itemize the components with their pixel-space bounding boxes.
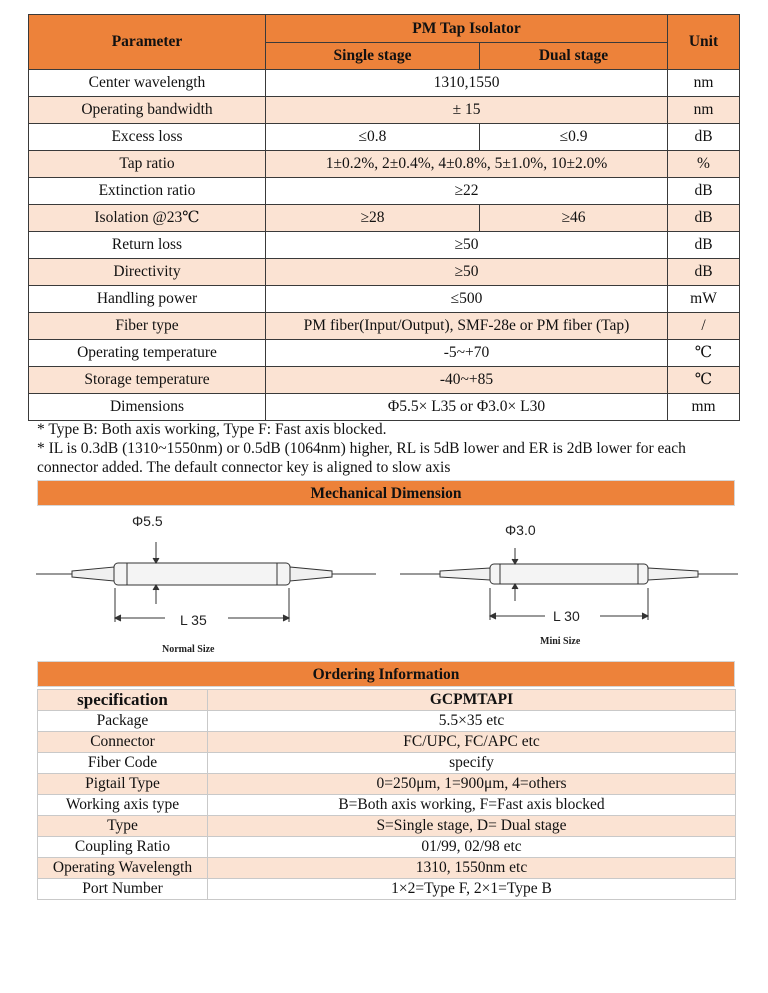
spec-row bbox=[29, 259, 740, 286]
param-cell: Operating bandwidth bbox=[29, 97, 266, 124]
ordering-row bbox=[38, 774, 736, 795]
param-cell: Excess loss bbox=[29, 124, 266, 151]
ordering-row bbox=[38, 711, 736, 732]
spec-row bbox=[29, 124, 740, 151]
ordering-value: B=Both axis working, F=Fast axis blocked bbox=[208, 795, 736, 816]
unit-header: Unit bbox=[668, 15, 740, 70]
ordering-table bbox=[37, 689, 736, 900]
ordering-label: Connector bbox=[38, 732, 208, 753]
ordering-row bbox=[38, 816, 736, 837]
param-cell: Storage temperature bbox=[29, 367, 266, 394]
value-cell: ≥50 bbox=[266, 232, 668, 259]
param-cell: Center wavelength bbox=[29, 70, 266, 97]
unit-cell: nm bbox=[668, 70, 740, 97]
note-type: * Type B: Both axis working, Type F: Fast axis blocked. bbox=[37, 421, 387, 438]
value-cell: -5~+70 bbox=[266, 340, 668, 367]
param-cell: Dimensions bbox=[29, 394, 266, 421]
unit-cell: dB bbox=[668, 259, 740, 286]
unit-cell: dB bbox=[668, 124, 740, 151]
unit-cell: dB bbox=[668, 178, 740, 205]
ordering-value: 1310, 1550nm etc bbox=[208, 858, 736, 879]
ordering-header-row bbox=[38, 690, 736, 711]
dual-stage-header: Dual stage bbox=[480, 43, 668, 70]
ordering-label: Port Number bbox=[38, 879, 208, 900]
spec-row bbox=[29, 286, 740, 313]
spec-row bbox=[29, 367, 740, 394]
spec-row bbox=[29, 394, 740, 421]
mini-diameter-label: Φ3.0 bbox=[505, 522, 536, 538]
notes bbox=[37, 420, 742, 477]
value-cell: PM fiber(Input/Output), SMF-28e or PM fiber (Tap) bbox=[266, 313, 668, 340]
ordering-information-title: Ordering Information bbox=[37, 661, 735, 687]
ordering-row bbox=[38, 879, 736, 900]
note-connector: * IL is 0.3dB (1310~1550nm) or 0.5dB (1064nm) higher, RL is 5dB lower and ER is 2dB lower for each connector added. The default connector key is aligned to slow axis bbox=[37, 440, 686, 476]
spec-row bbox=[29, 97, 740, 124]
normal-size-caption: Normal Size bbox=[162, 644, 215, 655]
unit-cell: dB bbox=[668, 205, 740, 232]
spec-row bbox=[29, 178, 740, 205]
ordering-label: Coupling Ratio bbox=[38, 837, 208, 858]
value-cell: 1±0.2%, 2±0.4%, 4±0.8%, 5±1.0%, 10±2.0% bbox=[266, 151, 668, 178]
unit-cell: / bbox=[668, 313, 740, 340]
param-cell: Fiber type bbox=[29, 313, 266, 340]
part-number-header: GCPMTAPI bbox=[208, 690, 736, 711]
spec-row bbox=[29, 313, 740, 340]
ordering-value: specify bbox=[208, 753, 736, 774]
parameter-header: Parameter bbox=[29, 15, 266, 70]
value-cell: -40~+85 bbox=[266, 367, 668, 394]
dual-cell: ≤0.9 bbox=[480, 124, 668, 151]
ordering-row bbox=[38, 795, 736, 816]
spec-table bbox=[28, 14, 740, 421]
ordering-label: Type bbox=[38, 816, 208, 837]
normal-diameter-label: Φ5.5 bbox=[132, 513, 163, 529]
value-cell: ± 15 bbox=[266, 97, 668, 124]
ordering-row bbox=[38, 858, 736, 879]
mini-size-caption: Mini Size bbox=[540, 636, 581, 647]
mini-length-label: L 30 bbox=[553, 608, 580, 624]
unit-cell: mW bbox=[668, 286, 740, 313]
spec-row bbox=[29, 205, 740, 232]
spec-row bbox=[29, 151, 740, 178]
ordering-label: Operating Wavelength bbox=[38, 858, 208, 879]
unit-cell: % bbox=[668, 151, 740, 178]
ordering-value: 0=250μm, 1=900μm, 4=others bbox=[208, 774, 736, 795]
value-cell: Φ5.5× L35 or Φ3.0× L30 bbox=[266, 394, 668, 421]
ordering-value: FC/UPC, FC/APC etc bbox=[208, 732, 736, 753]
spec-row bbox=[29, 340, 740, 367]
ordering-row bbox=[38, 753, 736, 774]
unit-cell: nm bbox=[668, 97, 740, 124]
param-cell: Handling power bbox=[29, 286, 266, 313]
spec-row bbox=[29, 70, 740, 97]
spec-label-header: specification bbox=[38, 690, 208, 711]
ordering-value: 01/99, 02/98 etc bbox=[208, 837, 736, 858]
param-cell: Return loss bbox=[29, 232, 266, 259]
value-cell: ≥50 bbox=[266, 259, 668, 286]
single-cell: ≥28 bbox=[266, 205, 480, 232]
unit-cell: mm bbox=[668, 394, 740, 421]
mechanical-drawing bbox=[0, 508, 768, 658]
unit-cell: dB bbox=[668, 232, 740, 259]
group-header: PM Tap Isolator bbox=[266, 15, 668, 43]
unit-cell: ℃ bbox=[668, 340, 740, 367]
ordering-label: Fiber Code bbox=[38, 753, 208, 774]
ordering-label: Working axis type bbox=[38, 795, 208, 816]
ordering-value: 1×2=Type F, 2×1=Type B bbox=[208, 879, 736, 900]
value-cell: ≥22 bbox=[266, 178, 668, 205]
ordering-value: 5.5×35 etc bbox=[208, 711, 736, 732]
value-cell: ≤500 bbox=[266, 286, 668, 313]
dual-cell: ≥46 bbox=[480, 205, 668, 232]
param-cell: Tap ratio bbox=[29, 151, 266, 178]
ordering-row bbox=[38, 837, 736, 858]
param-cell: Operating temperature bbox=[29, 340, 266, 367]
param-cell: Isolation @23℃ bbox=[29, 205, 266, 232]
param-cell: Directivity bbox=[29, 259, 266, 286]
single-stage-header: Single stage bbox=[266, 43, 480, 70]
normal-length-label: L 35 bbox=[180, 612, 207, 628]
param-cell: Extinction ratio bbox=[29, 178, 266, 205]
normal-size-device bbox=[36, 542, 376, 622]
ordering-label: Pigtail Type bbox=[38, 774, 208, 795]
value-cell: 1310,1550 bbox=[266, 70, 668, 97]
spec-row bbox=[29, 232, 740, 259]
ordering-row bbox=[38, 732, 736, 753]
unit-cell: ℃ bbox=[668, 367, 740, 394]
ordering-label: Package bbox=[38, 711, 208, 732]
single-cell: ≤0.8 bbox=[266, 124, 480, 151]
mechanical-dimension-title: Mechanical Dimension bbox=[37, 480, 735, 506]
ordering-value: S=Single stage, D= Dual stage bbox=[208, 816, 736, 837]
